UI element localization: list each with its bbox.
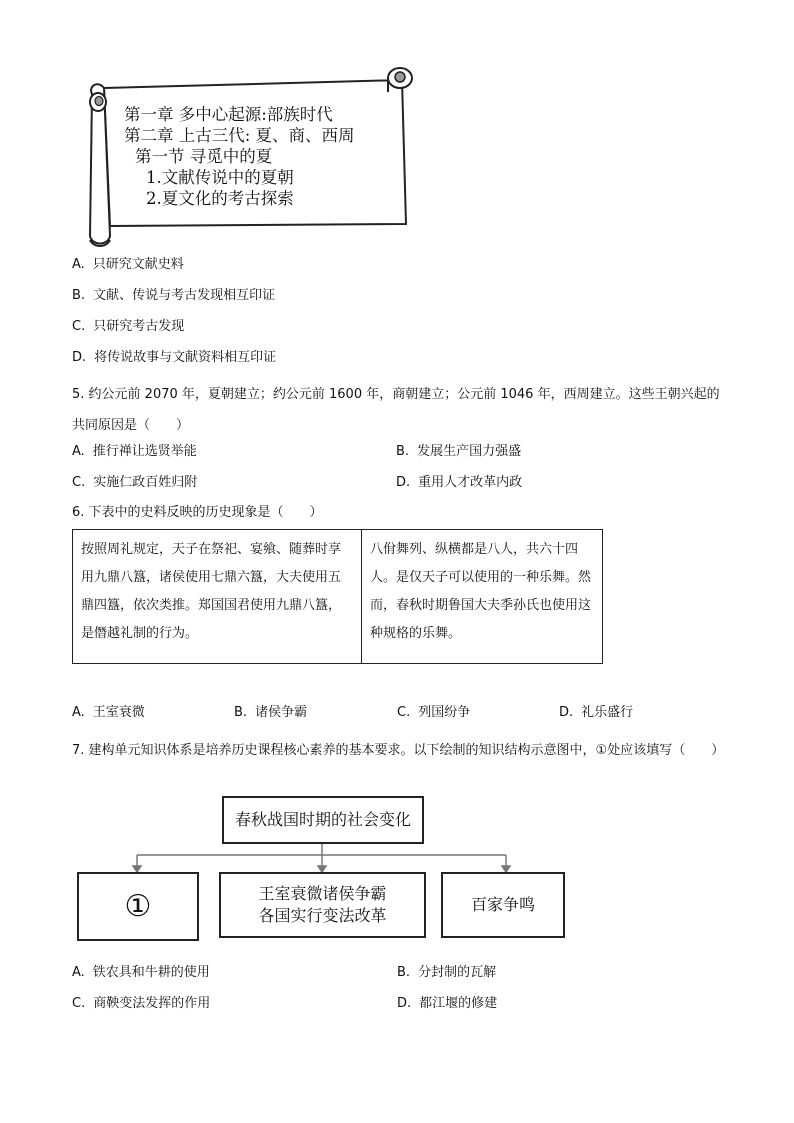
option-label: B. (397, 965, 411, 980)
option-text: 商鞅变法发挥的作用 (93, 996, 211, 1011)
scroll-illustration (84, 64, 416, 248)
q7-option-a[interactable] (72, 964, 210, 982)
option-text: 都江堰的修建 (419, 996, 498, 1011)
q6-option-b[interactable] (234, 704, 307, 722)
option-text: 只研究考古发现 (93, 319, 185, 334)
diagram-middle-box (219, 872, 426, 938)
option-label: A. (72, 965, 85, 980)
option-text: 实施仁政百姓归附 (93, 475, 198, 490)
q7-option-d[interactable] (397, 995, 497, 1013)
q5-stem: 5. 约公元前 2070 年，夏朝建立；约公元前 1600 年，商朝建立；公元前 1046 年，西周建立。这些王朝兴起的共同原因是（ ） (72, 387, 720, 433)
option-text: 文献、传说与考古发现相互印证 (93, 288, 276, 303)
option-text: 重用人才改革内政 (418, 475, 523, 490)
diagram-top-box: 春秋战国时期的社会变化 (222, 796, 424, 844)
option-text: 发展生产国力强盛 (417, 444, 522, 459)
scroll-line-chapter-1: 第一章 多中心起源:部族时代 (124, 105, 333, 124)
option-text: 分封制的瓦解 (418, 965, 497, 980)
scroll-line-item-1: 1.文献传说中的夏朝 (146, 168, 294, 187)
diagram-middle-line-2: 各国实行变法改革 (258, 906, 387, 925)
option-text: 诸侯争霸 (255, 705, 308, 720)
option-label: D. (397, 996, 412, 1011)
option-text: 列国纷争 (418, 705, 471, 720)
q6-source-table (72, 529, 603, 664)
option-label: B. (72, 288, 86, 303)
diagram-blank-box: ① (77, 872, 199, 941)
option-label: D. (559, 705, 574, 720)
q5-option-b[interactable] (396, 443, 521, 461)
q6-option-c[interactable] (397, 704, 470, 722)
q6-option-a[interactable] (72, 704, 145, 722)
q4-option-a[interactable] (72, 256, 184, 274)
option-text: 王室衰微 (92, 705, 145, 720)
option-label: C. (72, 475, 86, 490)
option-text: 将传说故事与文献资料相互印证 (94, 350, 277, 365)
q7-option-b[interactable] (397, 964, 496, 982)
scroll-line-item-2: 2.夏文化的考古探索 (146, 189, 294, 208)
option-text: 推行禅让选贤举能 (92, 444, 197, 459)
option-label: C. (397, 705, 411, 720)
option-label: B. (396, 444, 410, 459)
diagram-right-box: 百家争鸣 (441, 872, 565, 938)
option-label: B. (234, 705, 248, 720)
option-label: D. (72, 350, 87, 365)
scroll-line-section-1: 第一节 寻觅中的夏 (135, 147, 273, 166)
option-label: C. (72, 319, 86, 334)
scroll-line-chapter-2: 第二章 上古三代: 夏、商、西周 (124, 126, 355, 145)
q5-option-c[interactable] (72, 474, 197, 492)
q4-option-d[interactable] (72, 349, 276, 367)
option-text: 铁农具和牛耕的使用 (92, 965, 210, 980)
q7-stem: 7. 建构单元知识体系是培养历史课程核心素养的基本要求。以下绘制的知识结构示意图中，①处应该填写（ ） (72, 743, 725, 758)
q7-option-c[interactable] (72, 995, 210, 1013)
option-label: A. (72, 705, 85, 720)
table-cell-right: 八佾舞列、纵横都是八人，共六十四人。是仅天子可以使用的一种乐舞。然而，春秋时期鲁国大夫季孙氏也使用这种规格的乐舞。 (362, 530, 603, 664)
diagram-middle-line-1: 王室衰微诸侯争霸 (258, 884, 387, 903)
table-cell-left: 按照周礼规定，天子在祭祀、宴飨、随葬时享用九鼎八簋，诸侯使用七鼎六簋，大夫使用五鼎四簋，依次类推。郑国国君使用九鼎八簋，是僭越礼制的行为。 (73, 530, 362, 664)
scroll-text (124, 104, 414, 209)
option-label: C. (72, 996, 86, 1011)
option-label: D. (396, 475, 411, 490)
option-text: 只研究文献史料 (92, 257, 184, 272)
q5-option-d[interactable] (396, 474, 522, 492)
option-label: A. (72, 257, 85, 272)
q6-stem: 6. 下表中的史料反映的历史现象是（ ） (72, 505, 323, 520)
q4-option-c[interactable] (72, 318, 184, 336)
q5-option-a[interactable] (72, 443, 197, 461)
table-row (73, 530, 603, 664)
q6-option-d[interactable] (559, 704, 633, 722)
option-text: 礼乐盛行 (581, 705, 634, 720)
q4-option-b[interactable] (72, 287, 275, 305)
option-label: A. (72, 444, 85, 459)
